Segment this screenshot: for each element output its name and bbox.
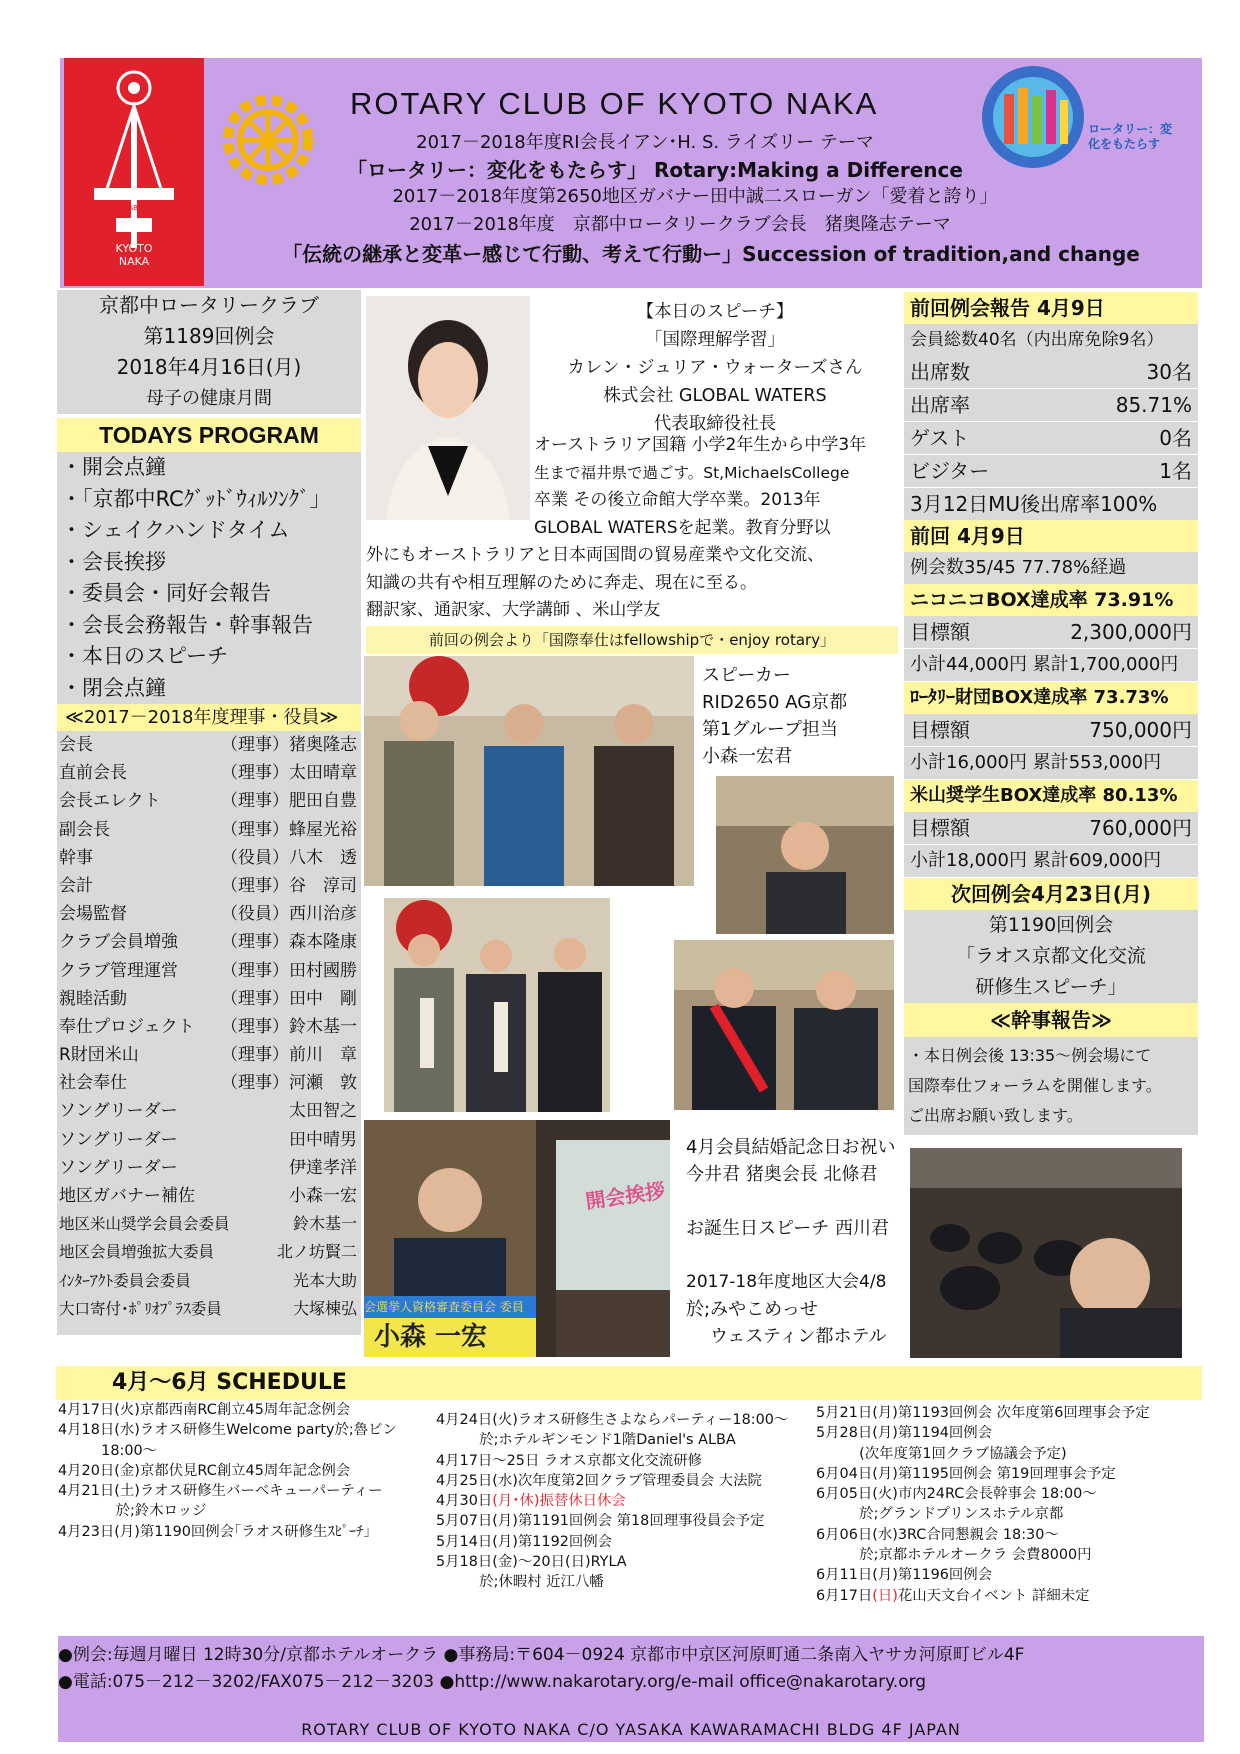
schedule-item: 4月17日～25日 ラオス京都文化交流研修 bbox=[436, 1452, 703, 1469]
schedule-col-1 bbox=[58, 1400, 430, 1542]
secretary-report-heading: ≪幹事報告≫ bbox=[904, 1003, 1198, 1037]
officer-name: 北ノ坊賢二 bbox=[276, 1242, 357, 1262]
niko-heading: ニコニコBOX達成率 73.91% bbox=[904, 584, 1198, 616]
footer-address: ROTARY CLUB OF KYOTO NAKA C/O YASAKA KAWARAMACHI BLDG 4F JAPAN bbox=[58, 1718, 1204, 1742]
officer-name: （理事）肥田自豊 bbox=[221, 791, 357, 812]
attendance-value: 85.71% bbox=[1115, 393, 1192, 417]
officer-row bbox=[57, 731, 361, 759]
yone-target: 760,000円 bbox=[1089, 816, 1192, 840]
club-logo bbox=[64, 58, 204, 286]
governor-slogan: 2017－2018年度第2650地区ガバナー田中誠二スローガン「愛着と誇り」 bbox=[392, 186, 998, 207]
officer-name: （理事）太田晴章 bbox=[221, 763, 357, 784]
club-title: ROTARY CLUB OF KYOTO NAKA bbox=[350, 86, 879, 121]
attendance-row bbox=[904, 455, 1198, 488]
officer-row bbox=[57, 928, 361, 956]
members-total: 会員総数40名（内出席免除9名） bbox=[910, 330, 1164, 350]
officer-name: （理事）田中 剛 bbox=[221, 988, 357, 1009]
bio-line: 翻訳家、通訳家、大学講師 、米山学友 bbox=[366, 600, 661, 620]
officer-role: 地区会員増強拡大委員 bbox=[59, 1243, 215, 1262]
attendance-label: ビジター bbox=[910, 459, 990, 483]
officer-row bbox=[57, 1267, 361, 1295]
schedule-item: 於;ホテルギンモンド1階Daniel's ALBA bbox=[436, 1432, 736, 1449]
caption-line: 第1グループ担当 bbox=[702, 719, 839, 740]
footer-line: ●例会:毎週月曜日 12時30分/京都ホテルオークラ ●事務局:〒604－0924 京都市中京区河原町通二条南入ヤサカ河原町ビル4F bbox=[58, 1645, 1025, 1665]
yone-heading: 米山奨学生BOX達成率 80.13% bbox=[904, 780, 1198, 812]
officer-role: 社会奉仕 bbox=[59, 1073, 127, 1094]
officer-role: 地区ガバナー補佐 bbox=[59, 1186, 195, 1206]
meeting-number: 第1189回例会 bbox=[143, 324, 275, 348]
officer-role: 親睦活動 bbox=[59, 988, 127, 1009]
yone-target-label: 目標額 bbox=[910, 816, 970, 840]
niko-box bbox=[904, 616, 1198, 682]
schedule-item: 4月18日(水)ラオス研修生Welcome party於;魯ビン bbox=[58, 1422, 397, 1439]
schedule-item: 4月21日(土)ラオス研修生バーベキューパーティー bbox=[58, 1483, 383, 1500]
officer-role: クラブ会員増強 bbox=[59, 932, 178, 953]
zaidan-heading: ﾛｰﾀﾘｰ財団BOX達成率 73.73% bbox=[904, 682, 1198, 714]
stage-photo bbox=[536, 1120, 670, 1357]
officer-role: 会計 bbox=[59, 875, 93, 896]
officer-name: 小森一宏 bbox=[289, 1186, 357, 1206]
officer-row bbox=[57, 1182, 361, 1210]
officer-row bbox=[57, 985, 361, 1013]
officer-name: （理事）田村國勝 bbox=[221, 960, 357, 981]
schedule-item: 於;グランドプリンスホテル京都 bbox=[816, 1506, 1064, 1523]
next-meeting-number: 第1190回例会 bbox=[988, 914, 1114, 936]
program-item: ・開会点鐘 bbox=[61, 455, 166, 479]
program-item: ・本日のスピーチ bbox=[61, 644, 229, 668]
schedule-event: 花山天文台イベント 詳細未定 bbox=[897, 1587, 1090, 1604]
officer-role: ｲﾝﾀｰｱｸﾄ委員会委員 bbox=[59, 1271, 191, 1290]
officer-name: （理事）森本隆康 bbox=[221, 932, 357, 953]
officer-name: （役員）八木 透 bbox=[221, 847, 357, 868]
caption-line: ウェスティン都ホテル bbox=[710, 1326, 887, 1347]
prev-count: 例会数35/45 77.78%経過 bbox=[904, 552, 1198, 584]
schedule-item: 於;京都ホテルオークラ 会費8000円 bbox=[816, 1547, 1092, 1564]
officer-name: （役員）西川治彦 bbox=[221, 904, 357, 925]
schedule-item: 4月17日(火)京都西南RC創立45周年記念例会 bbox=[58, 1402, 351, 1418]
officer-role: 会長 bbox=[59, 735, 93, 755]
officer-row bbox=[57, 1238, 361, 1266]
meeting-date: 2018年4月16日(月) bbox=[116, 355, 302, 379]
officer-row bbox=[57, 787, 361, 815]
club-name: 京都中ロータリークラブ bbox=[99, 293, 319, 317]
attendance-value: 30名 bbox=[1146, 360, 1192, 384]
speech-speaker: カレン・ジュリア・ウォーターズさん bbox=[567, 358, 863, 378]
officer-name: 田中晴男 bbox=[289, 1129, 357, 1150]
officer-row bbox=[57, 844, 361, 872]
program-list bbox=[57, 452, 361, 704]
attendance-box bbox=[904, 324, 1198, 520]
officer-row bbox=[57, 900, 361, 928]
makeup-rate: 3月12日MU後出席率100% bbox=[910, 492, 1158, 516]
bio-line: GLOBAL WATERSを起業。教育分野以 bbox=[534, 517, 831, 538]
officer-row bbox=[57, 1295, 361, 1323]
program-item: ・委員会・同好会報告 bbox=[61, 581, 271, 605]
bio-line: 生まで福井県で過ごす。St,MichaelsCollege bbox=[534, 463, 850, 482]
attendance-value: 1名 bbox=[1159, 459, 1192, 483]
caption-line: 於;みやこめっせ bbox=[686, 1299, 818, 1320]
officer-role: 副会長 bbox=[59, 819, 110, 840]
schedule-item: 6月04日(月)第1195回例会 第19回理事会予定 bbox=[816, 1465, 1116, 1482]
program-heading: TODAYS PROGRAM bbox=[57, 418, 361, 452]
officer-role: ソングリーダー bbox=[59, 1157, 178, 1178]
program-item: ・会長挨拶 bbox=[61, 549, 166, 574]
program-item: ・閉会点鐘 bbox=[61, 675, 166, 700]
caption-line: RID2650 AG京都 bbox=[702, 692, 848, 713]
schedule-item: 5月18日(金)～20日(日)RYLA bbox=[436, 1554, 627, 1571]
secretary-line: ・本日例会後 13:35～例会場にて bbox=[908, 1046, 1152, 1065]
logo-motto: SERVICE ABOVE SELF bbox=[96, 204, 172, 212]
caption-line: 4月会員結婚記念日お祝い bbox=[686, 1137, 896, 1158]
officer-name: （理事）鈴木基一 bbox=[221, 1016, 357, 1037]
report-heading: 前回例会報告 4月9日 bbox=[904, 292, 1198, 324]
footer-line: ●電話:075－212－3202/FAX075－212－3203 ●http://www.nakarotary.org/e-mail office@nakarotary.org bbox=[58, 1672, 927, 1692]
yone-box bbox=[904, 812, 1198, 878]
officer-row bbox=[57, 816, 361, 844]
program-item: ・シェイクハンドタイム bbox=[61, 518, 290, 542]
officer-name: （理事）猪奥隆志 bbox=[221, 735, 357, 755]
program-item: ・会長会務報告・幹事報告 bbox=[61, 612, 313, 637]
schedule-item: 4月20日(金)京都伏見RC創立45周年記念例会 bbox=[58, 1462, 351, 1479]
caption-line: お誕生日スピーチ 西川君 bbox=[686, 1218, 890, 1239]
speaker-bio bbox=[366, 432, 896, 625]
previous-meeting-banner: 前回の例会より「国際奉仕はfellowshipで・enjoy rotary」 bbox=[366, 626, 898, 654]
schedule-item: 6月11日(月)第1196回例会 bbox=[816, 1567, 993, 1584]
next-meeting-heading: 次回例会4月23日(月) bbox=[904, 878, 1198, 910]
podium-photo bbox=[716, 776, 894, 934]
niko-target: 2,300,000円 bbox=[1070, 620, 1192, 644]
officer-row bbox=[57, 1013, 361, 1041]
officer-row bbox=[57, 872, 361, 900]
speech-company: 株式会社 GLOBAL WATERS bbox=[603, 386, 827, 406]
attendance-value: 0名 bbox=[1159, 426, 1192, 450]
niko-subtotal: 小計44,000円 累計1,700,000円 bbox=[910, 654, 1179, 675]
next-meeting-topic: 研修生スピーチ」 bbox=[975, 976, 1127, 998]
logo-text: KYOTO NAKA bbox=[115, 242, 153, 268]
anniversary-photo bbox=[674, 940, 894, 1110]
officer-name: 大塚棟弘 bbox=[292, 1298, 357, 1318]
bio-line: オーストラリア国籍 小学2年生から中学3年 bbox=[534, 435, 867, 455]
officer-name: 鈴木基一 bbox=[292, 1214, 357, 1234]
schedule-item: 於;鈴木ロッジ bbox=[58, 1503, 207, 1520]
officers-table bbox=[57, 731, 361, 1335]
officer-role: 大口寄付･ﾎﾟﾘｵﾌﾟﾗｽ委員 bbox=[59, 1299, 222, 1318]
secretary-report bbox=[904, 1037, 1198, 1135]
officer-role: 会長エレクト bbox=[59, 791, 161, 812]
officer-role: ソングリーダー bbox=[59, 1129, 178, 1150]
speech-heading: 【本日のスピーチ】 bbox=[636, 302, 794, 322]
schedule-item: 5月21日(月)第1193回例会 次年度第6回理事会予定 bbox=[816, 1405, 1150, 1421]
komori-photo bbox=[364, 1120, 536, 1357]
meeting-month: 母子の健康月間 bbox=[146, 388, 272, 409]
program-item: ・「京都中RCｸﾞｯﾄﾞｳｨﾙｿﾝｸﾞ」 bbox=[61, 486, 331, 511]
schedule-item: 4月24日(火)ラオス研修生さよならパーティー18:00～ bbox=[436, 1412, 789, 1428]
officer-row bbox=[57, 759, 361, 787]
speech-topic: 「国際理解学習」 bbox=[645, 330, 785, 350]
secretary-line: 国際奉仕フォーラムを開催します。 bbox=[908, 1076, 1162, 1095]
event-captions bbox=[686, 1134, 895, 1350]
speaker-caption bbox=[702, 662, 847, 770]
caption-line: スピーカー bbox=[702, 665, 791, 686]
officer-role: 会場監督 bbox=[59, 904, 127, 925]
yone-subtotal: 小計18,000円 累計609,000円 bbox=[910, 850, 1162, 871]
president-theme-line: 2017－2018年度 京都中ロータリークラブ会長 猪奥隆志テーマ bbox=[409, 214, 951, 235]
schedule-item: 4月25日(水)次年度第2回クラブ管理委員会 大法院 bbox=[436, 1472, 762, 1489]
attendance-row bbox=[904, 422, 1198, 455]
ri-theme-title: 「ロータリー：変化をもたらす」 Rotary:Making a Difference bbox=[347, 158, 963, 182]
report-panel bbox=[904, 292, 1198, 1135]
attendance-label: 出席数 bbox=[910, 360, 970, 384]
attendance-label: 出席率 bbox=[910, 393, 970, 417]
attendance-rows bbox=[904, 356, 1198, 488]
attendance-label: ゲスト bbox=[910, 426, 970, 450]
schedule-item bbox=[816, 1586, 1202, 1606]
schedule-item: 5月14日(月)第1192回例会 bbox=[436, 1533, 613, 1550]
officer-name: （理事）谷 淳司 bbox=[221, 875, 357, 896]
officer-role: ソングリーダー bbox=[59, 1101, 178, 1122]
holiday-label: (日) bbox=[872, 1587, 898, 1604]
zaidan-subtotal: 小計16,000円 累計553,000円 bbox=[910, 752, 1162, 773]
schedule-item: 5月28日(月)第1194回例会 bbox=[816, 1425, 993, 1442]
schedule-item: 於;休暇村 近江八幡 bbox=[436, 1574, 604, 1591]
schedule-item: 4月23日(月)第1190回例会｢ラオス研修生ｽﾋﾟｰﾁ｣ bbox=[58, 1523, 371, 1540]
officer-row bbox=[57, 1097, 361, 1125]
caption-line: 小森一宏君 bbox=[702, 746, 792, 767]
officer-name: 太田智之 bbox=[289, 1101, 357, 1122]
officer-name: 光本大助 bbox=[292, 1270, 357, 1290]
schedule-date: 6月17日 bbox=[816, 1587, 873, 1604]
gift-photo bbox=[384, 898, 610, 1112]
officer-name: （理事）前川 章 bbox=[221, 1045, 357, 1066]
officer-role: 奉仕プロジェクト bbox=[59, 1016, 195, 1037]
holiday-label: (月･休)振替休日休会 bbox=[492, 1493, 626, 1510]
zaidan-target-label: 目標額 bbox=[910, 718, 970, 742]
schedule-item: (次年度第1回クラブ協議会予定) bbox=[816, 1445, 1067, 1462]
officer-row bbox=[57, 1210, 361, 1238]
name-banner: 小森 一宏 bbox=[364, 1318, 536, 1357]
next-meeting-box bbox=[904, 910, 1198, 1003]
schedule-item: 6月05日(火)市内24RC会長幹事会 18:00～ bbox=[816, 1486, 1097, 1503]
bio-line: 外にもオーストラリアと日本両国間の貿易産業や文化交流、 bbox=[366, 545, 825, 565]
officer-row bbox=[57, 1041, 361, 1069]
schedule-col-3 bbox=[816, 1403, 1202, 1606]
prev-heading: 前回 4月9日 bbox=[904, 520, 1198, 552]
officer-row bbox=[57, 1069, 361, 1097]
schedule-col-2 bbox=[436, 1410, 816, 1593]
officer-role: 幹事 bbox=[59, 847, 93, 868]
photo-banner: 会選挙人資格審査委員会 委員 bbox=[364, 1296, 536, 1318]
caption-line: 今井君 猪奥会長 北條君 bbox=[686, 1164, 878, 1185]
rotary-wheel-icon bbox=[218, 90, 318, 194]
officer-name: （理事）河瀬 敦 bbox=[221, 1073, 357, 1094]
caption-line: 2017-18年度地区大会4/8 bbox=[686, 1272, 887, 1292]
attendance-row bbox=[904, 356, 1198, 389]
next-meeting-topic: 「ラオス京都文化交流 bbox=[956, 945, 1146, 967]
bio-line: 知識の共有や相互理解のために奔走、現在に至る。 bbox=[366, 572, 757, 593]
schedule-item: 5月07日(月)第1191回例会 第18回理事役員会予定 bbox=[436, 1513, 765, 1530]
schedule-heading: 4月～6月 SCHEDULE bbox=[56, 1366, 1202, 1400]
officers-heading: ≪2017－2018年度理事・役員≫ bbox=[57, 704, 361, 731]
group-photo bbox=[364, 656, 694, 886]
zaidan-box bbox=[904, 714, 1198, 780]
speech-info bbox=[530, 298, 900, 438]
officer-role: 地区米山奨学会員会委員 bbox=[59, 1215, 230, 1234]
zaidan-target: 750,000円 bbox=[1089, 718, 1192, 742]
schedule-item: 18:00～ bbox=[58, 1442, 158, 1459]
theme-logo-icon bbox=[982, 66, 1084, 168]
schedule-item: 6月06日(水)3RC合同懇親会 18:30～ bbox=[816, 1526, 1059, 1543]
attendance-row bbox=[904, 389, 1198, 422]
stage-sign: 開会挨拶 bbox=[583, 1178, 667, 1214]
officer-row bbox=[57, 957, 361, 985]
schedule-date: 4月30日 bbox=[436, 1493, 493, 1510]
officer-name: （理事）蜂屋光裕 bbox=[221, 819, 357, 840]
officer-role: クラブ管理運営 bbox=[59, 960, 178, 981]
bio-line: 卒業 その後立命館大学卒業。2013年 bbox=[534, 490, 821, 510]
officer-role: 直前会長 bbox=[59, 763, 127, 784]
officer-role: R財団米山 bbox=[59, 1045, 139, 1066]
officer-row bbox=[57, 1126, 361, 1154]
footer bbox=[58, 1636, 1204, 1718]
officer-row bbox=[57, 1154, 361, 1182]
officer-name: 伊達孝洋 bbox=[289, 1157, 357, 1178]
president-theme: 「伝統の継承と変革ー感じて行動、考えて行動ー」Succession of tradition,and change bbox=[282, 242, 1140, 266]
conference-photo bbox=[910, 1148, 1182, 1358]
ri-theme-line: 2017－2018年度RI会長イアン･H. S. ライズリー テーマ bbox=[416, 132, 874, 153]
secretary-line: ご出席お願い致します。 bbox=[908, 1106, 1083, 1125]
niko-target-label: 目標額 bbox=[910, 620, 970, 644]
speech-role: 代表取締役社長 bbox=[653, 414, 777, 434]
meeting-info bbox=[57, 290, 361, 414]
theme-logo-text: ロータリー：変化をもたらす bbox=[1088, 122, 1173, 151]
schedule-item bbox=[436, 1491, 816, 1511]
